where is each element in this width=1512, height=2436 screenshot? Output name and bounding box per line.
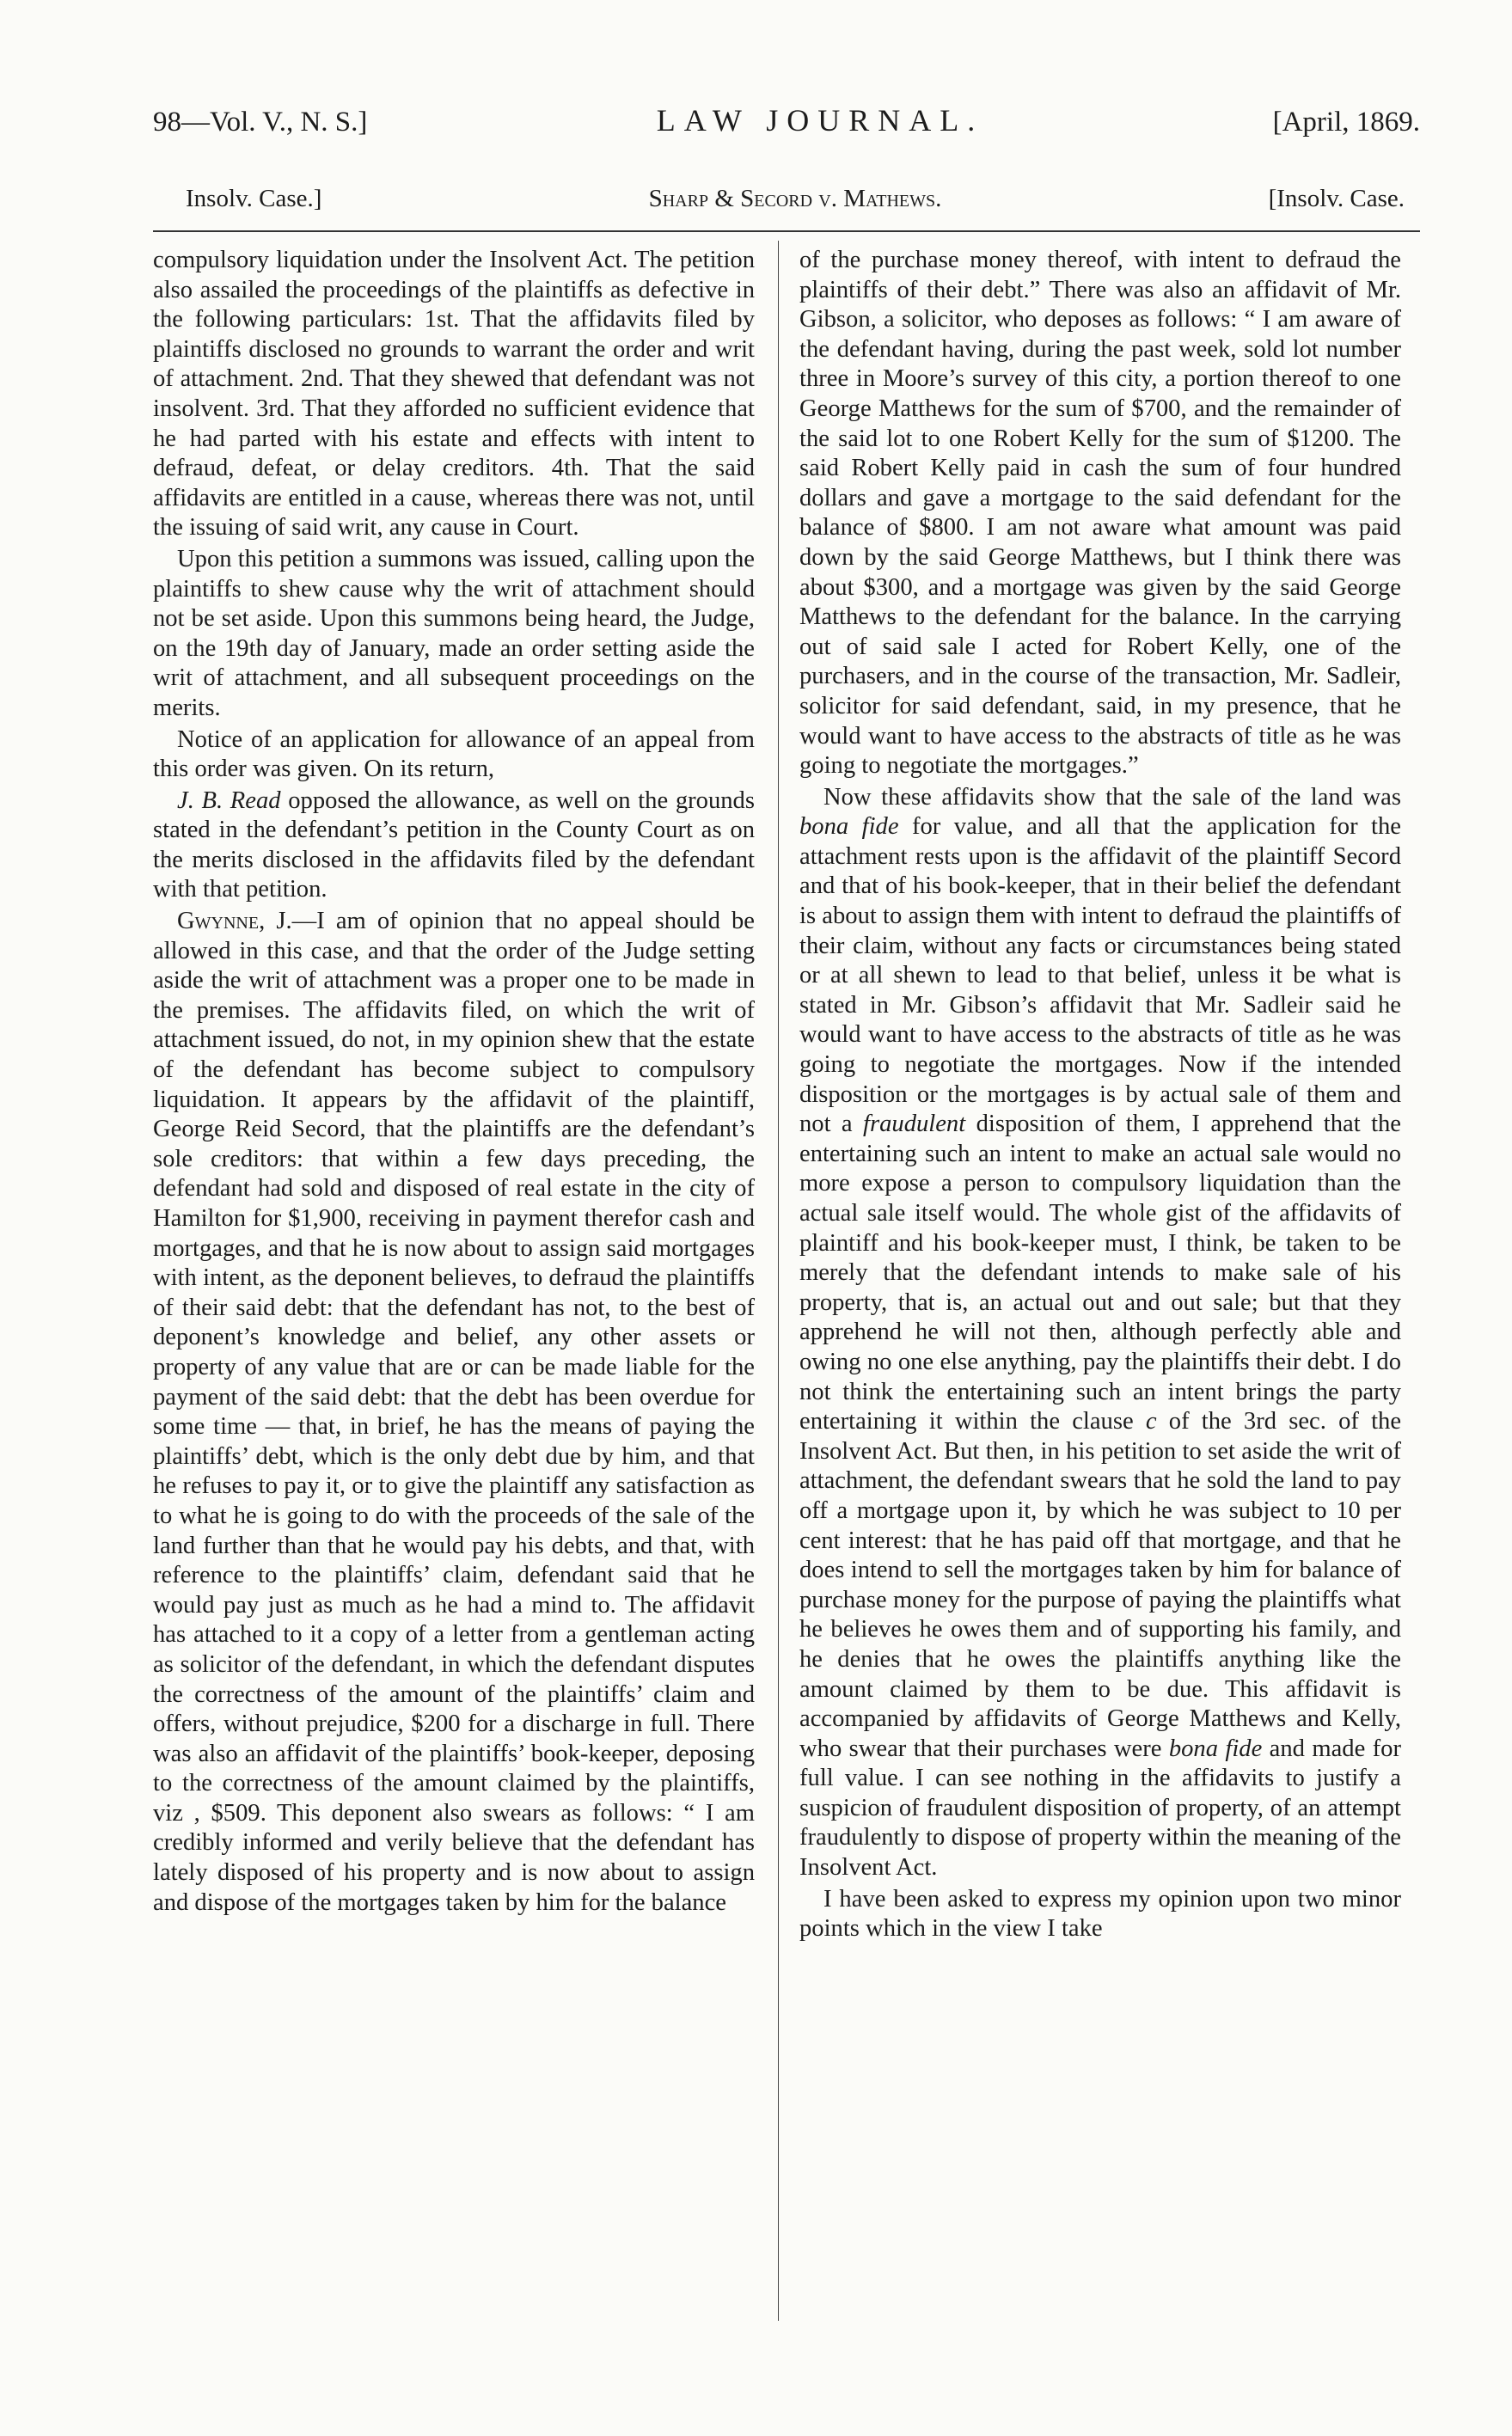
- counsel-name: J. B. Read: [177, 786, 281, 814]
- right-column: [799, 246, 1401, 1946]
- paragraph: Upon this petition a summons was issued, calling upon the plaintiffs to shew cause why the writ of attachment should not be set aside. Upon this summons being heard, the Judge, on the 19th day of January, made an order setting aside the writ of attachment, and all subsequent proceedings on the merits.: [153, 545, 755, 721]
- header-journal-title: LAW JOURNAL.: [656, 103, 984, 138]
- header-rule: [153, 230, 1420, 232]
- case-title: Sharp & Secord v. Mathews.: [648, 185, 942, 212]
- paragraph: Notice of an application for allowance of an appeal from this order was given. On its return,: [153, 725, 755, 783]
- paragraph: of the purchase money thereof, with intent to defraud the plaintiffs of their debt.” There was also an affidavit of Mr. Gibson, a solicitor, who deposes as follows: “ I am aware of the defendant having, during the past week, sold lot number three in Moore’s survey of this city, a portion thereof to one George Matthews for the sum of $700, and the remainder of the said lot to one Robert Kelly for the sum of $1200. The said Robert Kelly paid in cash the sum of four hundred dollars and gave a mortgage to the said defendant for the balance of $800. I am not aware what amount was paid down by the said George Matthews, but I think there was about $300, and a mortgage was given by the said George Matthews to the defendant for the balance. In the carrying out of said sale I acted for Robert Kelly, one of the purchasers, and in the course of the transaction, Mr. Sadleir, solicitor for said defendant, said, in my presence, that he would want to have access to the abstracts of title as he was going to negotiate the mortgages.”: [799, 247, 1401, 780]
- running-header: [153, 103, 1420, 139]
- paragraph: J. B. Read opposed the allowance, as well on the grounds stated in the defendant’s petition in the County Court as on the merits disclosed in the affidavits filed by the defendant with that petition.: [153, 786, 755, 903]
- case-type-left: Insolv. Case.]: [186, 185, 322, 212]
- paragraph: I have been asked to express my opinion upon two minor points which in the view I take: [799, 1885, 1401, 1943]
- column-divider: [778, 241, 779, 2321]
- paragraph: Now these affidavits show that the sale of the land was bona fide for value, and all that the application for the attachment rests upon is the affidavit of the plaintiff Secord and that of his book-keeper, that in their belief the defendant is about to assign them with intent to defraud the plaintiffs of their claim, without any facts or circumstances being stated or at all shewn to lead to that belief, unless it be what is stated in Mr. Gibson’s affidavit that Mr. Sadleir said he would want to have access to the abstracts of title as he was going to negotiate the mortgages. Now if the intended disposition or the mortgages is by actual sale of them and not a fraudulent disposition of them, I apprehend that the entertaining such an intent to make an actual sale would no more expose a person to compulsory liquidation than the actual sale itself would. The whole gist of the affidavits of plaintiff and his book-keeper must, I think, be taken to be merely that the defendant intends to make sale of his property, that is, an actual out and out sale; but that they apprehend he will not then, although perfectly able and owing no one else anything, pay the plaintiffs their debt. I do not think the entertaining such an intent brings the party entertaining it within the clause c of the 3rd sec. of the Insolvent Act. But then, in his petition to set aside the writ of attachment, the defendant swears that he sold the land to pay off a mortgage upon it, by which he was subject to 10 per cent interest: that he has paid off that mortgage, and that he does intend to sell the mortgages taken by him for balance of purchase money for the purpose of paying the plaintiffs what he believes he owes them and of supporting his family, and he denies that he owes the plaintiffs anything like the amount claimed by them to be due. This affidavit is accompanied by affidavits of George Matthews and Kelly, who swear that their purchases were bona fide and made for full value. I can see nothing in the affidavits to justify a suspicion of fraudulent disposition of property, of an attempt fraudulently to dispose of property within the meaning of the Insolvent Act.: [799, 783, 1402, 1882]
- paragraph: compulsory liquidation under the Insolvent Act. The petition also assailed the proceedings of the plaintiffs as defective in the following particulars: 1st. That the affidavits filed by plaintiffs disclosed no grounds to warrant the order and writ of attachment. 2nd. That they shewed that defendant was not insolvent. 3rd. That they afforded no sufficient evidence that he had parted with his estate and effects with intent to defraud, defeat, or delay creditors. 4th. That the said affidavits are entitled in a cause, whereas there was not, until the issuing of said writ, any cause in Court.: [153, 247, 755, 542]
- case-header: [186, 183, 1405, 214]
- header-volume: 98—Vol. V., N. S.]: [153, 107, 368, 138]
- case-type-right: [Insolv. Case.: [1268, 185, 1405, 212]
- judge-name: Gwynne, J.: [177, 908, 292, 935]
- left-column: [153, 246, 755, 1919]
- header-date: [April, 1869.: [1272, 107, 1420, 138]
- judgment-paragraph: Gwynne, J.—I am of opinion that no appeal should be allowed in this case, and that the order of the Judge setting aside the writ of attachment was a proper one to be made in the premises. The affidavits filed, on which the writ of attachment issued, do not, in my opinion shew that the estate of the defendant has become subject to compulsory liquidation. It appears by the affidavit of the plaintiff, George Reid Secord, that the plaintiffs are the defendant’s sole creditors: that within a few days preceding, the defendant had sold and disposed of real estate in the city of Hamilton for $1,900, receiving in payment therefor cash and mortgages, and that he is now about to assign said mortgages with intent, as the deponent believes, to defraud the plaintiffs of their said debt: that the defendant has not, to the best of deponent’s knowledge and belief, any other assets or property of any value that are or can be made liable for the payment of the said debt: that the debt has been overdue for some time — that, in brief, he has the means of paying the plaintiffs’ debt, which is the only debt due by him, and that he refuses to pay it, or to give the plaintiff any satisfaction as to what he is going to do with the proceeds of the sale of the land further than that he would pay his debts, and that, with reference to the plaintiffs’ claim, defendant said that he would pay just as much as he had a mind to. The affidavit has attached to it a copy of a letter from a gentleman acting as solicitor of the defendant, in which the defendant disputes the correctness of the amount of the plaintiffs’ claim and offers, without prejudice, $200 for a discharge in full. There was also an affidavit of the plaintiffs’ book-keeper, deposing to the correctness of the amount claimed by the plaintiffs, viz , $509. This deponent also swears as follows: “ I am credibly informed and verily believe that the defendant has lately disposed of his property and is now about to assign and dispose of the mortgages taken by him for the balance: [153, 908, 755, 1916]
